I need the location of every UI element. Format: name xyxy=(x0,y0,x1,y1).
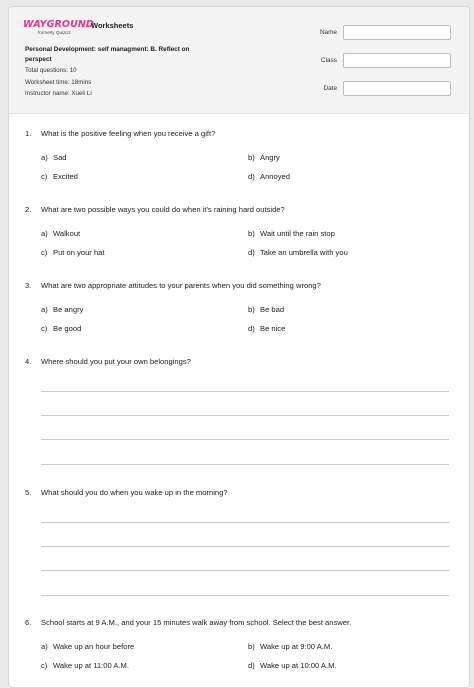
question-text: Where should you put your own belongings? xyxy=(41,357,191,366)
class-label: Class xyxy=(321,57,337,64)
worksheet-header xyxy=(9,7,469,114)
option-d[interactable]: d) Annoyed xyxy=(248,172,290,181)
option-b[interactable]: b) Be bad xyxy=(248,305,285,314)
answer-line[interactable] xyxy=(41,464,449,465)
wayground-logo xyxy=(23,19,94,39)
date-field[interactable] xyxy=(343,81,451,96)
answer-line[interactable] xyxy=(41,415,449,416)
question-number: 3. xyxy=(25,281,32,290)
option-b[interactable]: b) Wait until the rain stop xyxy=(248,229,335,238)
option-c[interactable]: c) Put on your hat xyxy=(41,248,105,257)
option-d[interactable]: d) Wake up at 10:00 A.M. xyxy=(248,661,337,670)
worksheet-page xyxy=(8,6,470,688)
question-text: What are two possible ways you could do when it's raining hard outside? xyxy=(41,205,285,214)
logo-subtitle: formerly Quizizz xyxy=(38,30,71,35)
answer-line[interactable] xyxy=(41,595,449,596)
option-a[interactable]: a) Sad xyxy=(41,153,67,162)
answer-line[interactable] xyxy=(41,522,449,523)
option-c[interactable]: c) Wake up at 11:00 A.M. xyxy=(41,661,129,670)
option-c[interactable]: c) Excited xyxy=(41,172,78,181)
brand-title: Worksheets xyxy=(91,21,134,30)
worksheet-time: Worksheet time: 18mins xyxy=(25,79,92,86)
question-number: 5. xyxy=(25,488,32,497)
logo-wordmark: WAYGROUND xyxy=(23,19,94,30)
option-a[interactable]: a) Walkout xyxy=(41,229,81,238)
answer-line[interactable] xyxy=(41,439,449,440)
answer-line[interactable] xyxy=(41,546,449,547)
question-text: What is the positive feeling when you receive a gift? xyxy=(41,129,216,138)
question-number: 2. xyxy=(25,205,32,214)
question-text: What are two appropriate attitudes to your parents when you did something wrong? xyxy=(41,281,321,290)
name-label: Name xyxy=(319,29,337,36)
instructor-name: Instructor name: Xueli Li xyxy=(25,90,92,97)
answer-line[interactable] xyxy=(41,570,449,571)
date-label: Date xyxy=(323,85,337,92)
question-number: 4. xyxy=(25,357,32,366)
answer-line[interactable] xyxy=(41,391,449,392)
option-d[interactable]: d) Take an umbrella with you xyxy=(248,248,348,257)
total-questions: Total questions: 10 xyxy=(25,67,77,74)
question-text: School starts at 9 A.M., and your 15 minutes walk away from school. Select the best answer. xyxy=(41,618,352,627)
option-a[interactable]: a) Wake up an hour before xyxy=(41,642,135,651)
option-b[interactable]: b) Wake up at 9:00 A.M. xyxy=(248,642,333,651)
option-a[interactable]: a) Be angry xyxy=(41,305,84,314)
class-field[interactable] xyxy=(343,53,451,68)
option-d[interactable]: d) Be nice xyxy=(248,324,286,333)
option-c[interactable]: c) Be good xyxy=(41,324,82,333)
worksheet-title: Personal Development: self managment: B. Reflect on perspect xyxy=(25,46,190,63)
question-text: What should you do when you wake up in the morning? xyxy=(41,488,228,497)
question-number: 1. xyxy=(25,129,32,138)
question-number: 6. xyxy=(25,618,32,627)
option-b[interactable]: b) Angry xyxy=(248,153,280,162)
name-field[interactable] xyxy=(343,25,451,40)
